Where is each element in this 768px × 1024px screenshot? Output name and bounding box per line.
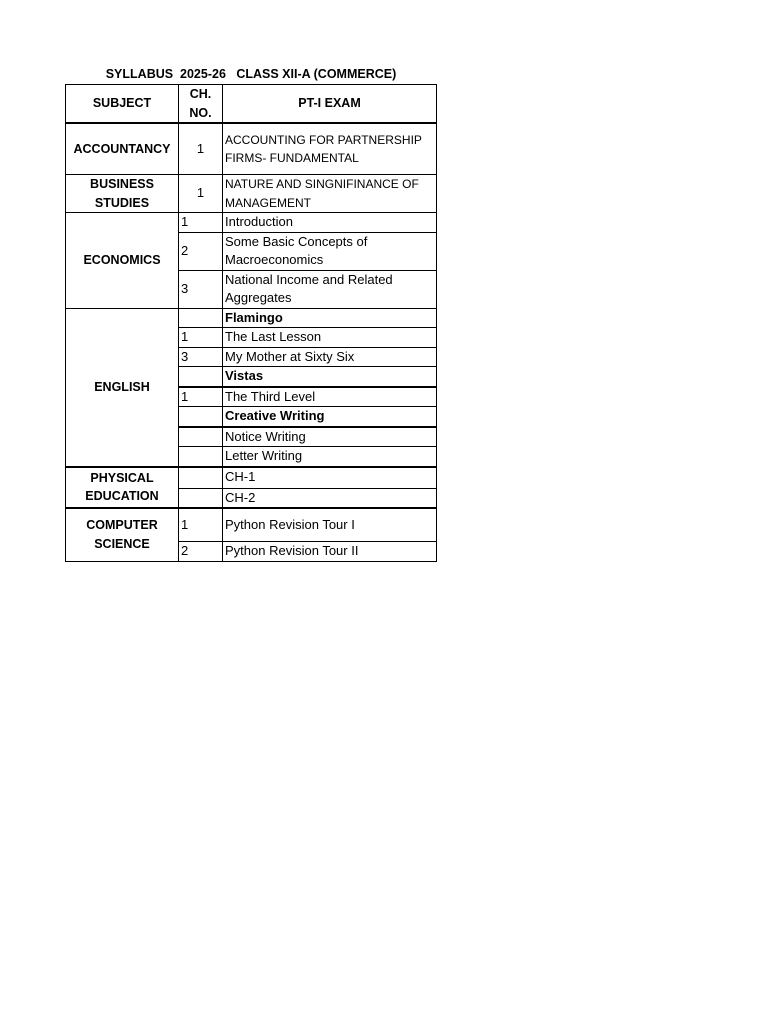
section-heading-creative-writing: Creative Writing (223, 407, 437, 427)
header-subject: SUBJECT (66, 85, 179, 124)
chapter-number: 1 (179, 387, 223, 407)
table-row (66, 308, 437, 328)
chapter-topic: ACCOUNTING FOR PARTNERSHIP FIRMS- FUNDAMENTAL (223, 123, 437, 175)
chapter-number (179, 407, 223, 427)
chapter-number: 1 (179, 175, 223, 213)
syllabus-table (65, 84, 437, 562)
chapter-number (179, 447, 223, 467)
table-row (66, 213, 437, 233)
chapter-number (179, 308, 223, 328)
chapter-number: 1 (179, 213, 223, 233)
section-heading-flamingo: Flamingo (223, 308, 437, 328)
chapter-topic: Notice Writing (223, 427, 437, 447)
chapter-topic: Python Revision Tour I (223, 508, 437, 542)
chapter-topic: CH-1 (223, 467, 437, 489)
subject-economics: ECONOMICS (66, 213, 179, 309)
table-header-row (66, 85, 437, 124)
chapter-number: 2 (179, 232, 223, 270)
table-row (66, 467, 437, 489)
chapter-number: 2 (179, 542, 223, 562)
chapter-topic: NATURE AND SINGNIFINANCE OF MANAGEMENT (223, 175, 437, 213)
chapter-topic: Python Revision Tour II (223, 542, 437, 562)
chapter-topic: The Third Level (223, 387, 437, 407)
table-row (66, 175, 437, 213)
document-title: SYLLABUS 2025-26 CLASS XII-A (COMMERCE) (105, 67, 397, 81)
header-pt1-exam: PT-I EXAM (223, 85, 437, 124)
chapter-number: 1 (179, 123, 223, 175)
chapter-topic: The Last Lesson (223, 328, 437, 348)
subject-business-studies: BUSINESS STUDIES (66, 175, 179, 213)
header-ch-no: CH. NO. (179, 85, 223, 124)
chapter-topic: National Income and Related Aggregates (223, 270, 437, 308)
subject-english: ENGLISH (66, 308, 179, 467)
chapter-topic: Letter Writing (223, 447, 437, 467)
chapter-number: 1 (179, 508, 223, 542)
chapter-number: 1 (179, 328, 223, 348)
chapter-number (179, 467, 223, 489)
table-row (66, 508, 437, 542)
chapter-topic: My Mother at Sixty Six (223, 347, 437, 367)
chapter-number: 3 (179, 270, 223, 308)
chapter-topic: Some Basic Concepts of Macroeconomics (223, 232, 437, 270)
subject-computer-science: COMPUTER SCIENCE (66, 508, 179, 561)
table-row (66, 123, 437, 175)
chapter-topic: Introduction (223, 213, 437, 233)
chapter-number (179, 427, 223, 447)
chapter-number: 3 (179, 347, 223, 367)
subject-accountancy: ACCOUNTANCY (66, 123, 179, 175)
section-heading-vistas: Vistas (223, 367, 437, 387)
chapter-number (179, 367, 223, 387)
chapter-topic: CH-2 (223, 488, 437, 508)
subject-physical-education: PHYSICAL EDUCATION (66, 467, 179, 509)
chapter-number (179, 488, 223, 508)
